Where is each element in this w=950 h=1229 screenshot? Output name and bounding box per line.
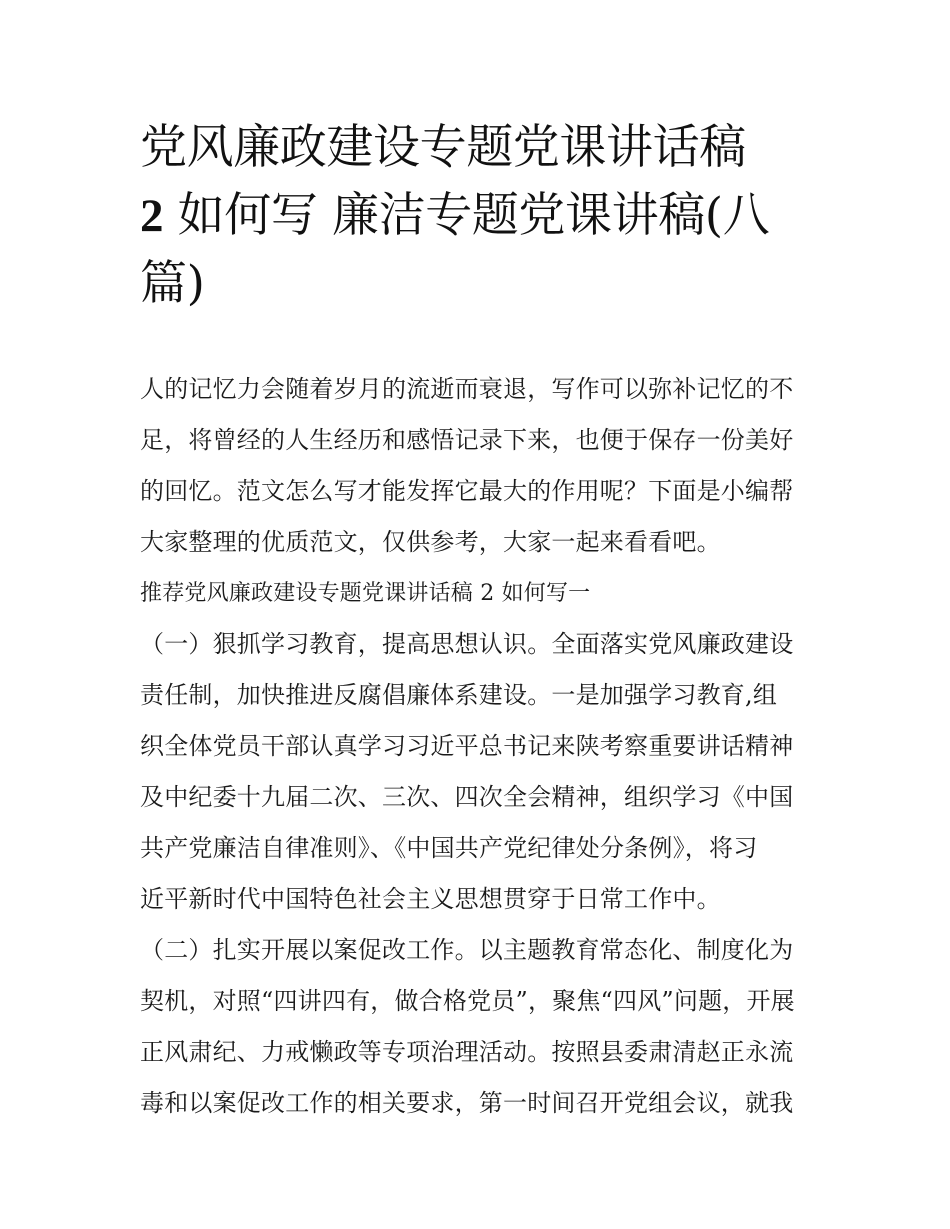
document-body [140, 364, 830, 1129]
body-line: 正风肃纪、力戒懒政等专项治理活动。按照县委肃清赵正永流 [140, 1038, 794, 1066]
body-line: 近平新时代中国特色社会主义思想贯穿于日常工作中。 [140, 885, 721, 913]
body-line: （二）扎实开展以案促改工作。以主题教育常态化、制度化为 [140, 936, 794, 964]
title-line-3: 篇) [140, 256, 205, 311]
body-line: 契机，对照“四讲四有，做合格党员”，聚焦“四风”问题，开展 [140, 987, 795, 1015]
body-line: 共产党廉洁自律准则》、《中国共产党纪律处分条例》，将习 [140, 834, 758, 862]
body-line: 责任制，加快推进反腐倡廉体系建设。一是加强学习教育,组 [140, 681, 778, 709]
body-line: 织全体党员干部认真学习习近平总书记来陕考察重要讲话精神 [140, 732, 794, 760]
body-line: 足，将曾经的人生经历和感悟记录下来，也便于保存一份美好 [140, 426, 794, 454]
body-line: 人的记忆力会随着岁月的流逝而衰退，写作可以弥补记忆的不 [140, 375, 794, 403]
section-heading: 推荐党风廉政建设专题党课讲话稿 2 如何写一 [140, 581, 591, 606]
title-line-2: 如何写 廉洁专题党课讲稿(八 [163, 188, 770, 243]
body-line: （一）狠抓学习教育，提高思想认识。全面落实党风廉政建设 [140, 630, 794, 658]
body-line: 大家整理的优质范文，仅供参考，大家一起来看看吧。 [140, 528, 721, 556]
body-line: 及中纪委十九届二次、三次、四次全会精神，组织学习《中国 [140, 783, 794, 811]
title-number: 2 [140, 190, 164, 242]
title-line-1: 党风廉政建设专题党课讲话稿 [140, 120, 746, 175]
body-line: 毒和以案促改工作的相关要求，第一时间召开党组会议，就我 [140, 1089, 794, 1117]
document-title [140, 114, 820, 318]
body-line: 的回忆。范文怎么写才能发挥它最大的作用呢？下面是小编帮 [140, 477, 794, 505]
